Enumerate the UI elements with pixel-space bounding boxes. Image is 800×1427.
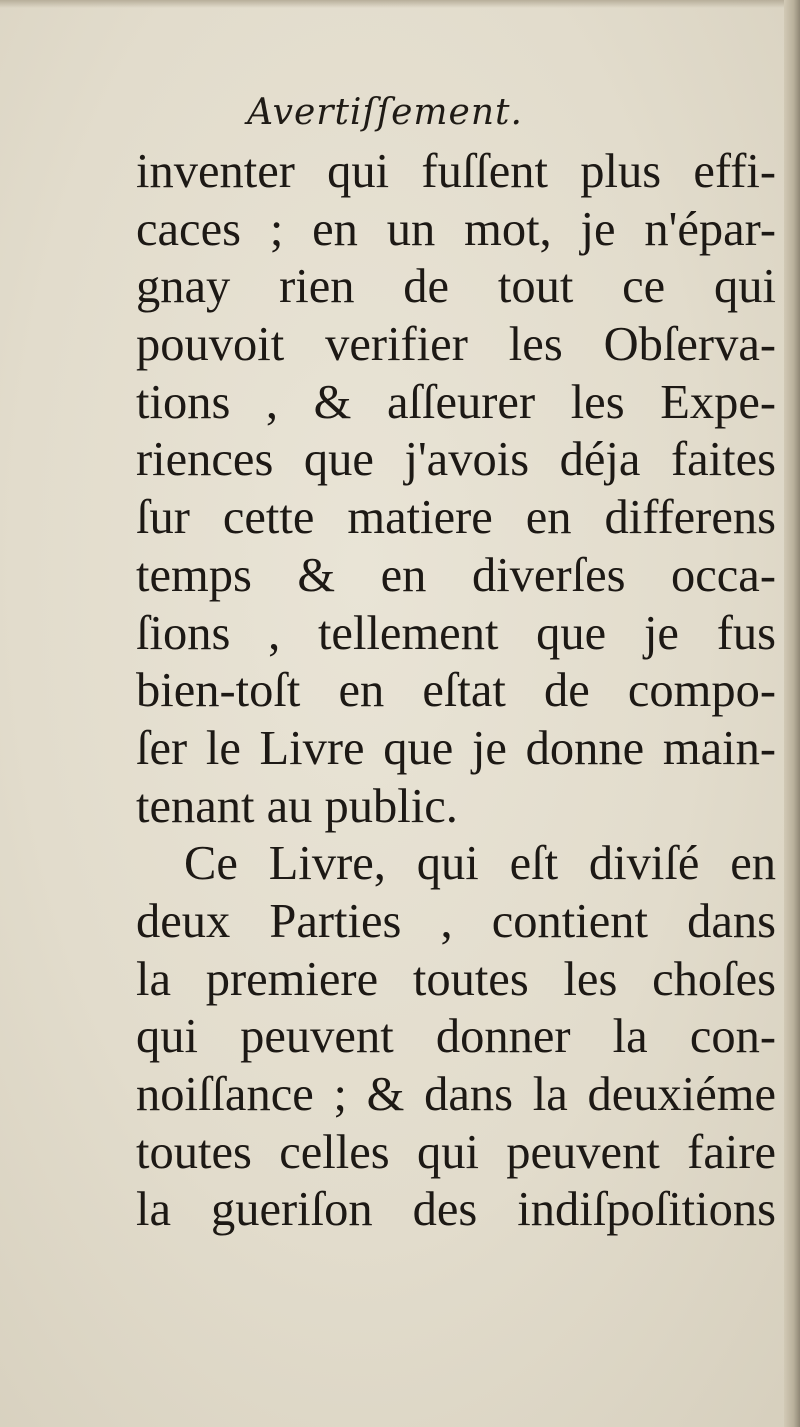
- text-line: deux Parties , contient dans: [136, 894, 776, 948]
- text-line: temps & en diverſes occa-: [136, 548, 776, 602]
- text-line: tions , & aſſeurer les Expe-: [136, 375, 776, 429]
- text-line: ſur cette matiere en differens: [136, 491, 776, 545]
- text-line: ſer le Livre que je donne main-: [136, 721, 776, 775]
- text-line: ſions , tellement que je fus: [136, 606, 776, 660]
- running-head: Avertiſſement.: [247, 92, 523, 133]
- page-right-edge: [784, 0, 800, 1427]
- text-line: gnay rien de tout ce qui: [136, 260, 776, 314]
- text-line: pouvoit verifier les Obſerva-: [136, 318, 776, 372]
- text-line: bien-toſt en eſtat de compo-: [136, 664, 776, 718]
- text-line-paragraph-end: tenant au public.: [136, 779, 458, 833]
- text-line-paragraph-start: Ce Livre, qui eſt diviſé en: [184, 837, 776, 891]
- text-line: riences que j'avois déja faites: [136, 433, 776, 487]
- text-line: caces ; en un mot, je n'épar-: [136, 202, 776, 256]
- text-line: la gueriſon des indiſpoſitions: [136, 1183, 776, 1237]
- body-text: [136, 143, 776, 1239]
- text-line: la premiere toutes les choſes: [136, 952, 776, 1006]
- text-line: inventer qui fuſſent plus effi-: [136, 145, 776, 198]
- text-line: noiſſance ; & dans la deuxiéme: [136, 1068, 776, 1121]
- page-top-edge: [0, 0, 800, 8]
- text-line: toutes celles qui peuvent faire: [136, 1125, 776, 1179]
- text-line: qui peuvent donner la con-: [136, 1010, 776, 1064]
